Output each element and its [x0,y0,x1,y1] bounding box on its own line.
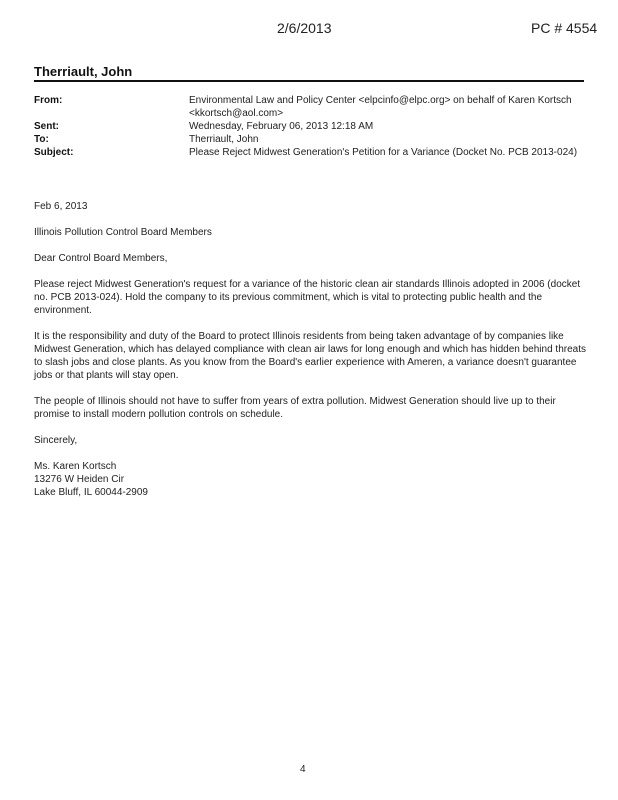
letter-closing: Sincerely, [34,435,78,446]
subject-value: Please Reject Midwest Generation's Petition for a Variance (Docket No. PCB 2013-024) [189,147,578,158]
header-date: 2/6/2013 [277,20,332,36]
from-row [34,94,594,120]
letter-salutation: Dear Control Board Members, [34,253,168,264]
header-divider [34,80,584,82]
signer-city: Lake Bluff, IL 60044-2909 [34,487,148,498]
page-header [0,20,618,38]
subject-row [34,146,594,159]
sent-value: Wednesday, February 06, 2013 12:18 AM [189,121,374,132]
page-number: 4 [300,764,306,775]
signer-name: Ms. Karen Kortsch [34,461,117,472]
from-value-line2: <kkortsch@aol.com> [189,108,284,119]
sent-label: Sent: [34,121,59,132]
letter-paragraph-3: The people of Illinois should not have to suffer from years of extra pollution. Midwest Generation should live up to their promise to install modern pollution controls on schedule. [34,396,556,420]
to-row [34,133,594,146]
from-value [189,94,594,120]
sent-row [34,120,594,133]
header-pc-number: PC # 4554 [531,20,598,36]
email-sender-name: Therriault, John [34,64,133,79]
email-metadata [34,94,594,159]
letter-body [34,200,586,499]
subject-label: Subject: [34,147,74,158]
letter-paragraph-2: It is the responsibility and duty of the Board to protect Illinois residents from being taken advantage of by companies like Midwest Generation, which has delayed compliance with clean air laws for long enough and which has hidden behind threats to slash jobs and close plants. As you know from the Board's earlier experience with Ameren, a variance doesn't guarantee jobs or that plants will stay open. [34,331,586,381]
letter-date: Feb 6, 2013 [34,201,88,212]
letter-paragraph-1: Please reject Midwest Generation's request for a variance of the historic clean air standards Illinois adopted in 2006 (docket no. PCB 2013-024). Hold the company to its previous commitment, which is vital to protecting public health and the environment. [34,279,581,316]
to-value: Therriault, John [189,134,259,145]
to-label: To: [34,134,49,145]
signature-block [34,460,586,499]
signer-street: 13276 W Heiden Cir [34,474,125,485]
letter-recipient: Illinois Pollution Control Board Members [34,227,212,238]
from-label: From: [34,95,63,106]
from-value-line1: Environmental Law and Policy Center <elpcinfo@elpc.org> on behalf of Karen Kortsch [189,95,572,106]
